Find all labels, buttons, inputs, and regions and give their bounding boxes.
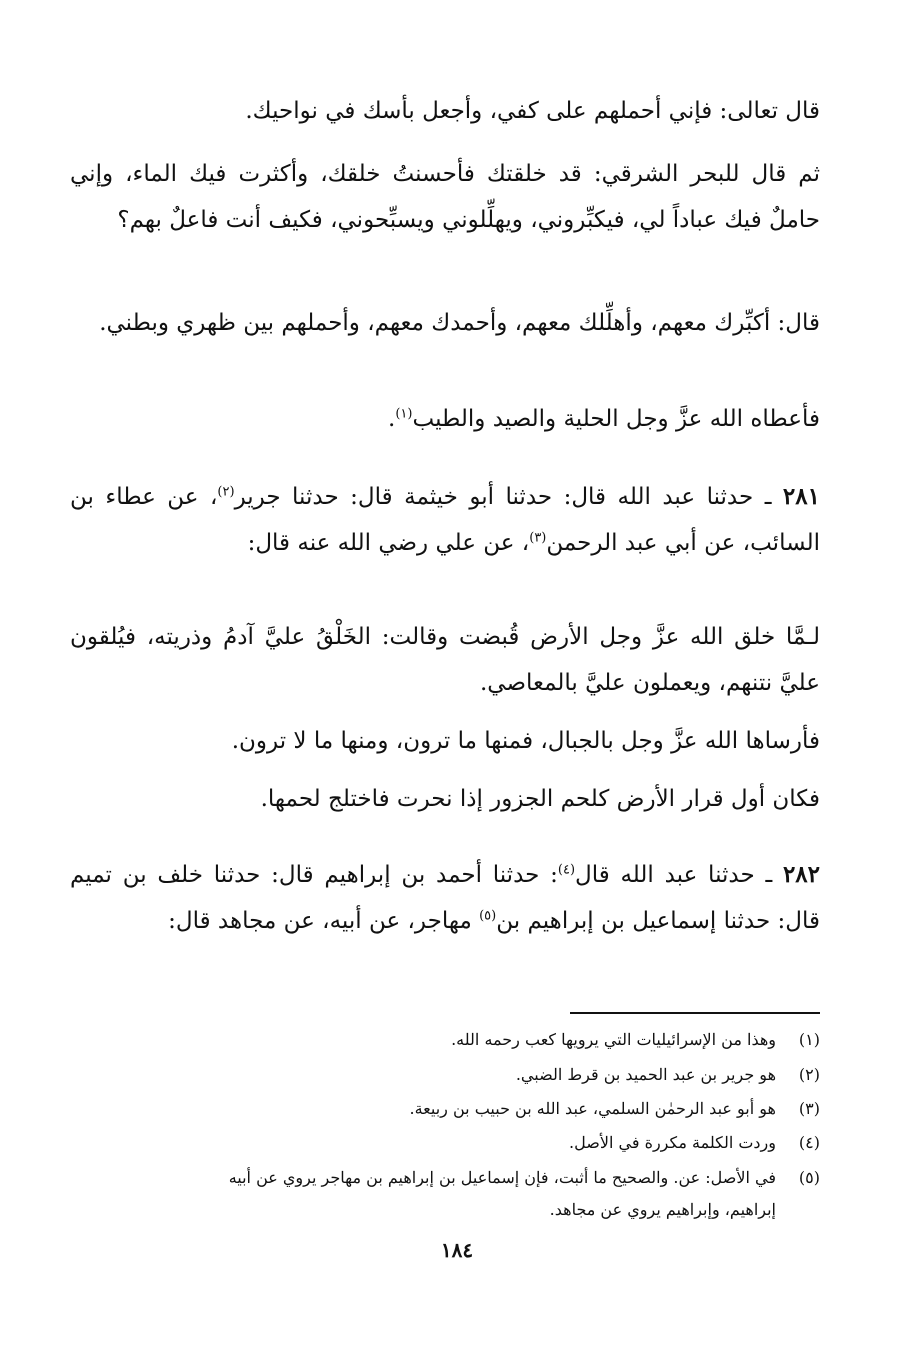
footnote-ref-2: (٢)	[217, 484, 235, 500]
paragraph-6: لـمَّا خلق الله عزَّ وجل الأرض قُبضت وقالت: الخَلْقُ عليَّ آدمُ وذريته، فيُلقون عليَّ نتنهم، ويعملون عليَّ بالمعاصي.	[70, 624, 820, 696]
hadith-282-part-3: مهاجر، عن أبيه، عن مجاهد قال:	[168, 908, 480, 934]
footnote-4	[70, 1127, 820, 1159]
hadith-281-part-3: ، عن علي رضي الله عنه قال:	[247, 530, 530, 556]
hadith-281-part-2: ، عن عطاء بن السائب، عن أبي عبد الرحمن	[70, 484, 820, 556]
footnote-3	[70, 1093, 820, 1125]
paragraph-1: قال تعالى: فإني أحملهم على كفي، وأجعل بأسك في نواحيك.	[245, 98, 820, 124]
footnote-continuation: إبراهيم، وإبراهيم يروي عن مجاهد.	[549, 1200, 776, 1219]
hadith-281	[70, 474, 820, 566]
page-number: ١٨٤	[440, 1238, 474, 1262]
footnote-ref-4: (٤)	[557, 862, 576, 878]
hadith-282-part-1: ـ حدثنا عبد الله قال	[575, 862, 783, 888]
footnote-ref-3: (٣)	[529, 530, 547, 546]
paragraph-3: قال: أكبِّرك معهم، وأهلِّلك معهم، وأحمدك معهم، وأحملهم بين ظهري وبطني.	[99, 310, 820, 336]
hadith-282	[70, 852, 820, 944]
hadith-281-part-1: ـ حدثنا عبد الله قال: حدثنا أبو خيثمة قال: حدثنا جرير	[234, 484, 783, 510]
footnote-text: في الأصل: عن. والصحيح ما أثبت، فإن إسماعيل بن إبراهيم بن مهاجر يروي عن أبيه	[228, 1168, 776, 1187]
footnote-text: وردت الكلمة مكررة في الأصل.	[569, 1133, 776, 1152]
paragraph-8: فكان أول قرار الأرض كلحم الجزور إذا نحرت فاختلج لحمها.	[260, 786, 820, 812]
footnote-2	[70, 1059, 820, 1091]
footnote-ref-1: (١)	[395, 406, 413, 422]
paragraph-2: ثم قال للبحر الشرقي: قد خلقتك فأحسنتُ خلقك، وأكثرت فيك الماء، وإني حاملٌ فيك عباداً لي، فيكبِّروني، ويهلِّلوني ويسبِّحوني، فكيف أنت فاعلٌ بهم؟	[70, 161, 820, 233]
hadith-282-part-2: : حدثنا أحمد بن إبراهيم قال: حدثنا خلف بن تميم قال: حدثنا إسماعيل بن إبراهيم بن	[70, 862, 820, 934]
hadith-number: ٢٨٢	[782, 861, 820, 888]
footnote-mark: (٤)	[798, 1133, 820, 1152]
footnote-mark: (٥)	[798, 1168, 820, 1187]
footnote-text: هو أبو عبد الرحمٰن السلمي، عبد الله بن حبيب بن ربيعة.	[409, 1099, 776, 1118]
footnote-text: هو جرير بن عبد الحميد بن قرط الضبي.	[515, 1065, 776, 1084]
paragraph-4-tail: .	[388, 406, 396, 432]
paragraph-7: فأرساها الله عزَّ وجل بالجبال، فمنها ما ترون، ومنها ما لا ترون.	[231, 728, 820, 754]
footnote-5	[70, 1162, 820, 1226]
footnote-ref-5: (٥)	[479, 908, 497, 924]
paragraph-4	[70, 396, 820, 442]
hadith-number: ٢٨١	[782, 483, 820, 510]
footnote-divider	[570, 1012, 820, 1014]
footnote-text: وهذا من الإسرائيليات التي يرويها كعب رحمه الله.	[451, 1030, 776, 1049]
footnote-mark: (١)	[798, 1030, 820, 1049]
paragraph-4-text: فأعطاه الله عزَّ وجل الحلية والصيد والطيب	[412, 406, 820, 432]
footnote-mark: (٣)	[798, 1099, 820, 1118]
footnote-1	[70, 1024, 820, 1056]
footnote-mark: (٢)	[798, 1065, 820, 1084]
